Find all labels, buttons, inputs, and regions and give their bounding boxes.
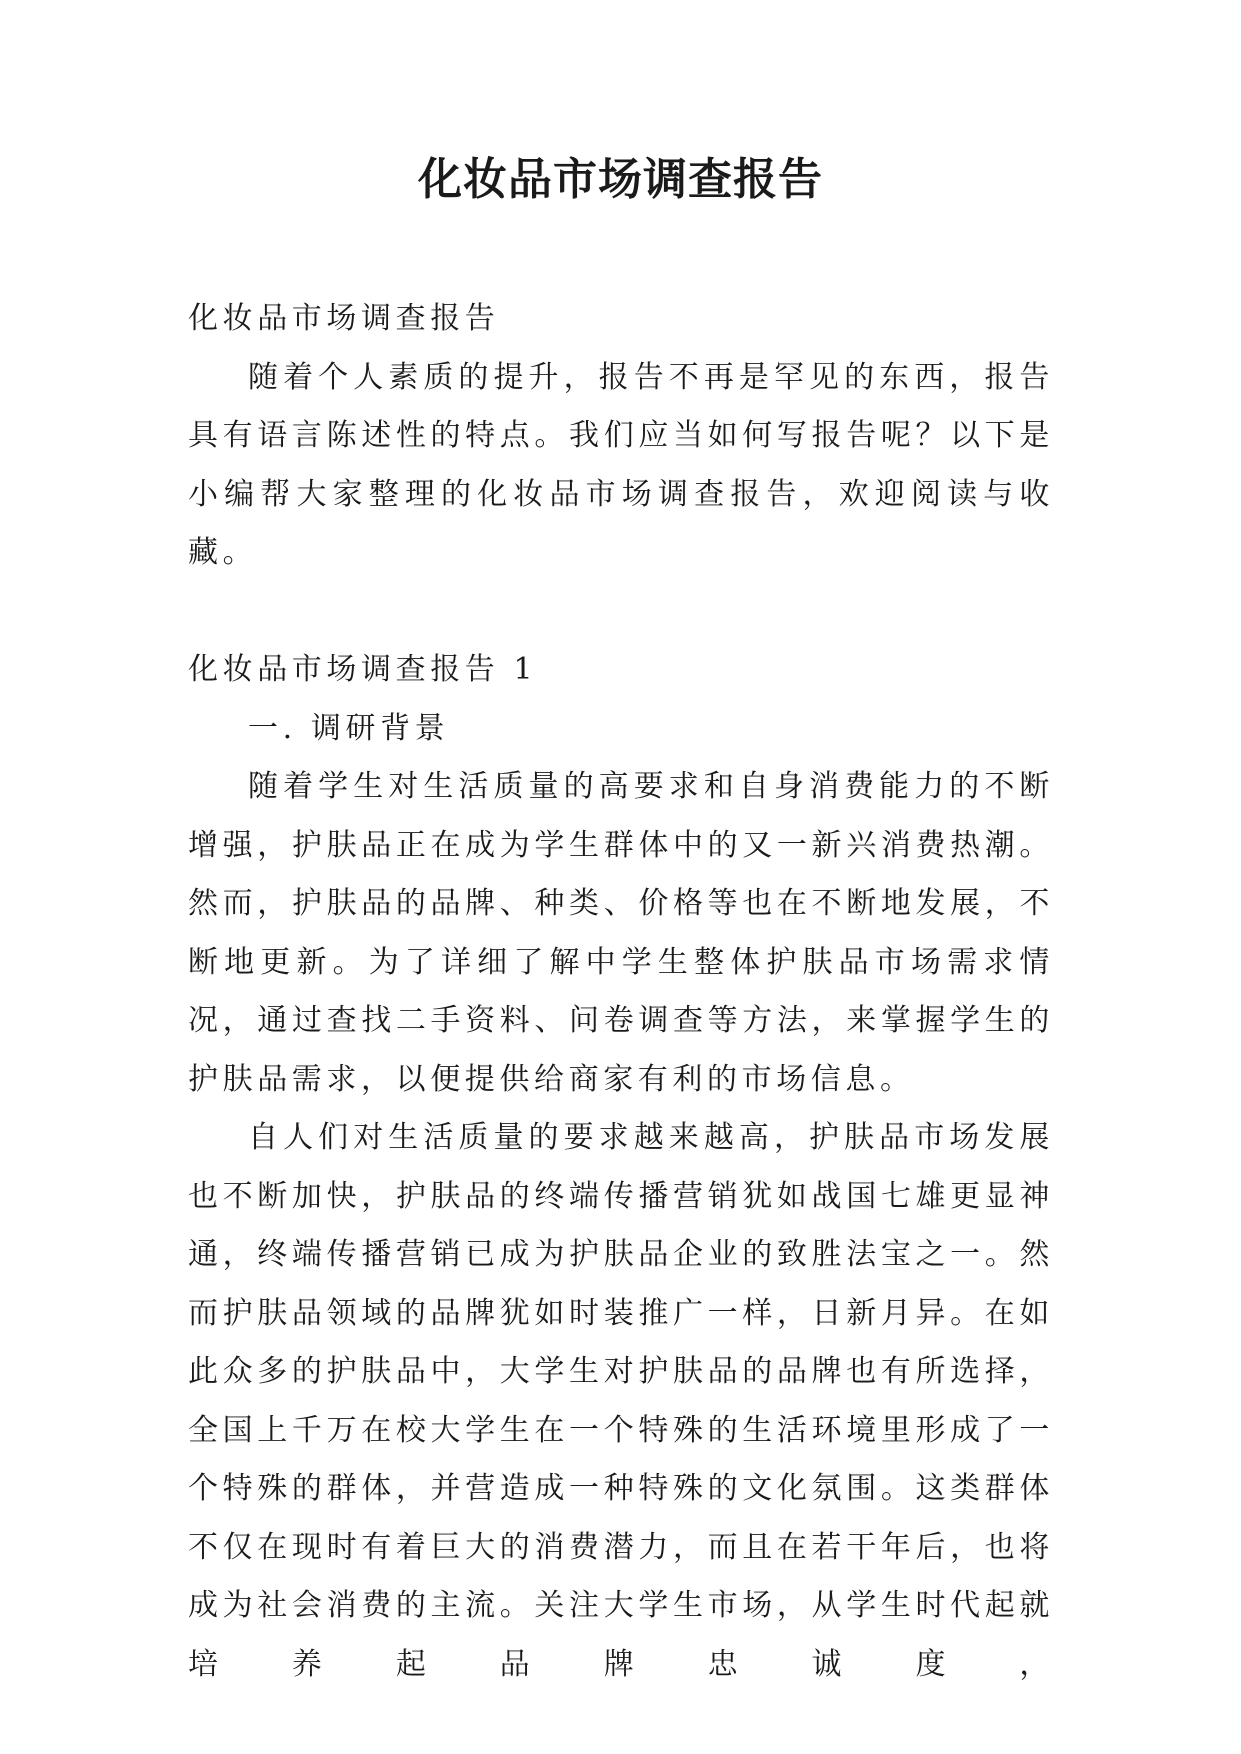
intro-paragraph: 随着个人素质的提升，报告不再是罕见的东西，报告具有语言陈述性的特点。我们应当如何写报告呢？以下是小编帮大家整理的化妆品市场调查报告，欢迎阅读与收藏。 — [188, 359, 1054, 570]
body-paragraph-2: 自人们对生活质量的要求越来越高，护肤品市场发展也不断加快，护肤品的终端传播营销犹如战国七雄更显神通，终端传播营销已成为护肤品企业的致胜法宝之一。然而护肤品领域的品牌犹如时装推广一样，日新月异。在如此众多的护肤品中，大学生对护肤品的品牌也有所选择，全国上千万在校大学生在一个特殊的生活环境里形成了一个特殊的群体，并营造成一种特殊的文化氛围。这类群体不仅在现时有着巨大的消费潜力，而且在若干年后，也将成为社会消费的主流。关注大学生市场，从学生时代起就培养起品牌忠诚度， — [188, 1120, 1054, 1682]
paragraph-spacer — [188, 583, 1054, 642]
document-title: 化妆品市场调查报告 — [418, 154, 823, 205]
section-title: 化妆品市场调查报告 1 — [188, 652, 538, 687]
body-paragraph-1: 随着学生对生活质量的高要求和自身消费能力的不断增强，护肤品正在成为学生群体中的又一新兴消费热潮。然而，护肤品的品牌、种类、价格等也在不断地发展，不断地更新。为了详细了解中学生整体护肤品市场需求情况，通过查找二手资料、问卷调查等方法，来掌握学生的护肤品需求，以便提供给商家有利的市场信息。 — [188, 769, 1054, 1097]
document-body — [188, 290, 1054, 1694]
subsection-title: 一. 调研背景 — [248, 710, 450, 746]
document-subtitle: 化妆品市场调查报告 — [188, 301, 500, 336]
